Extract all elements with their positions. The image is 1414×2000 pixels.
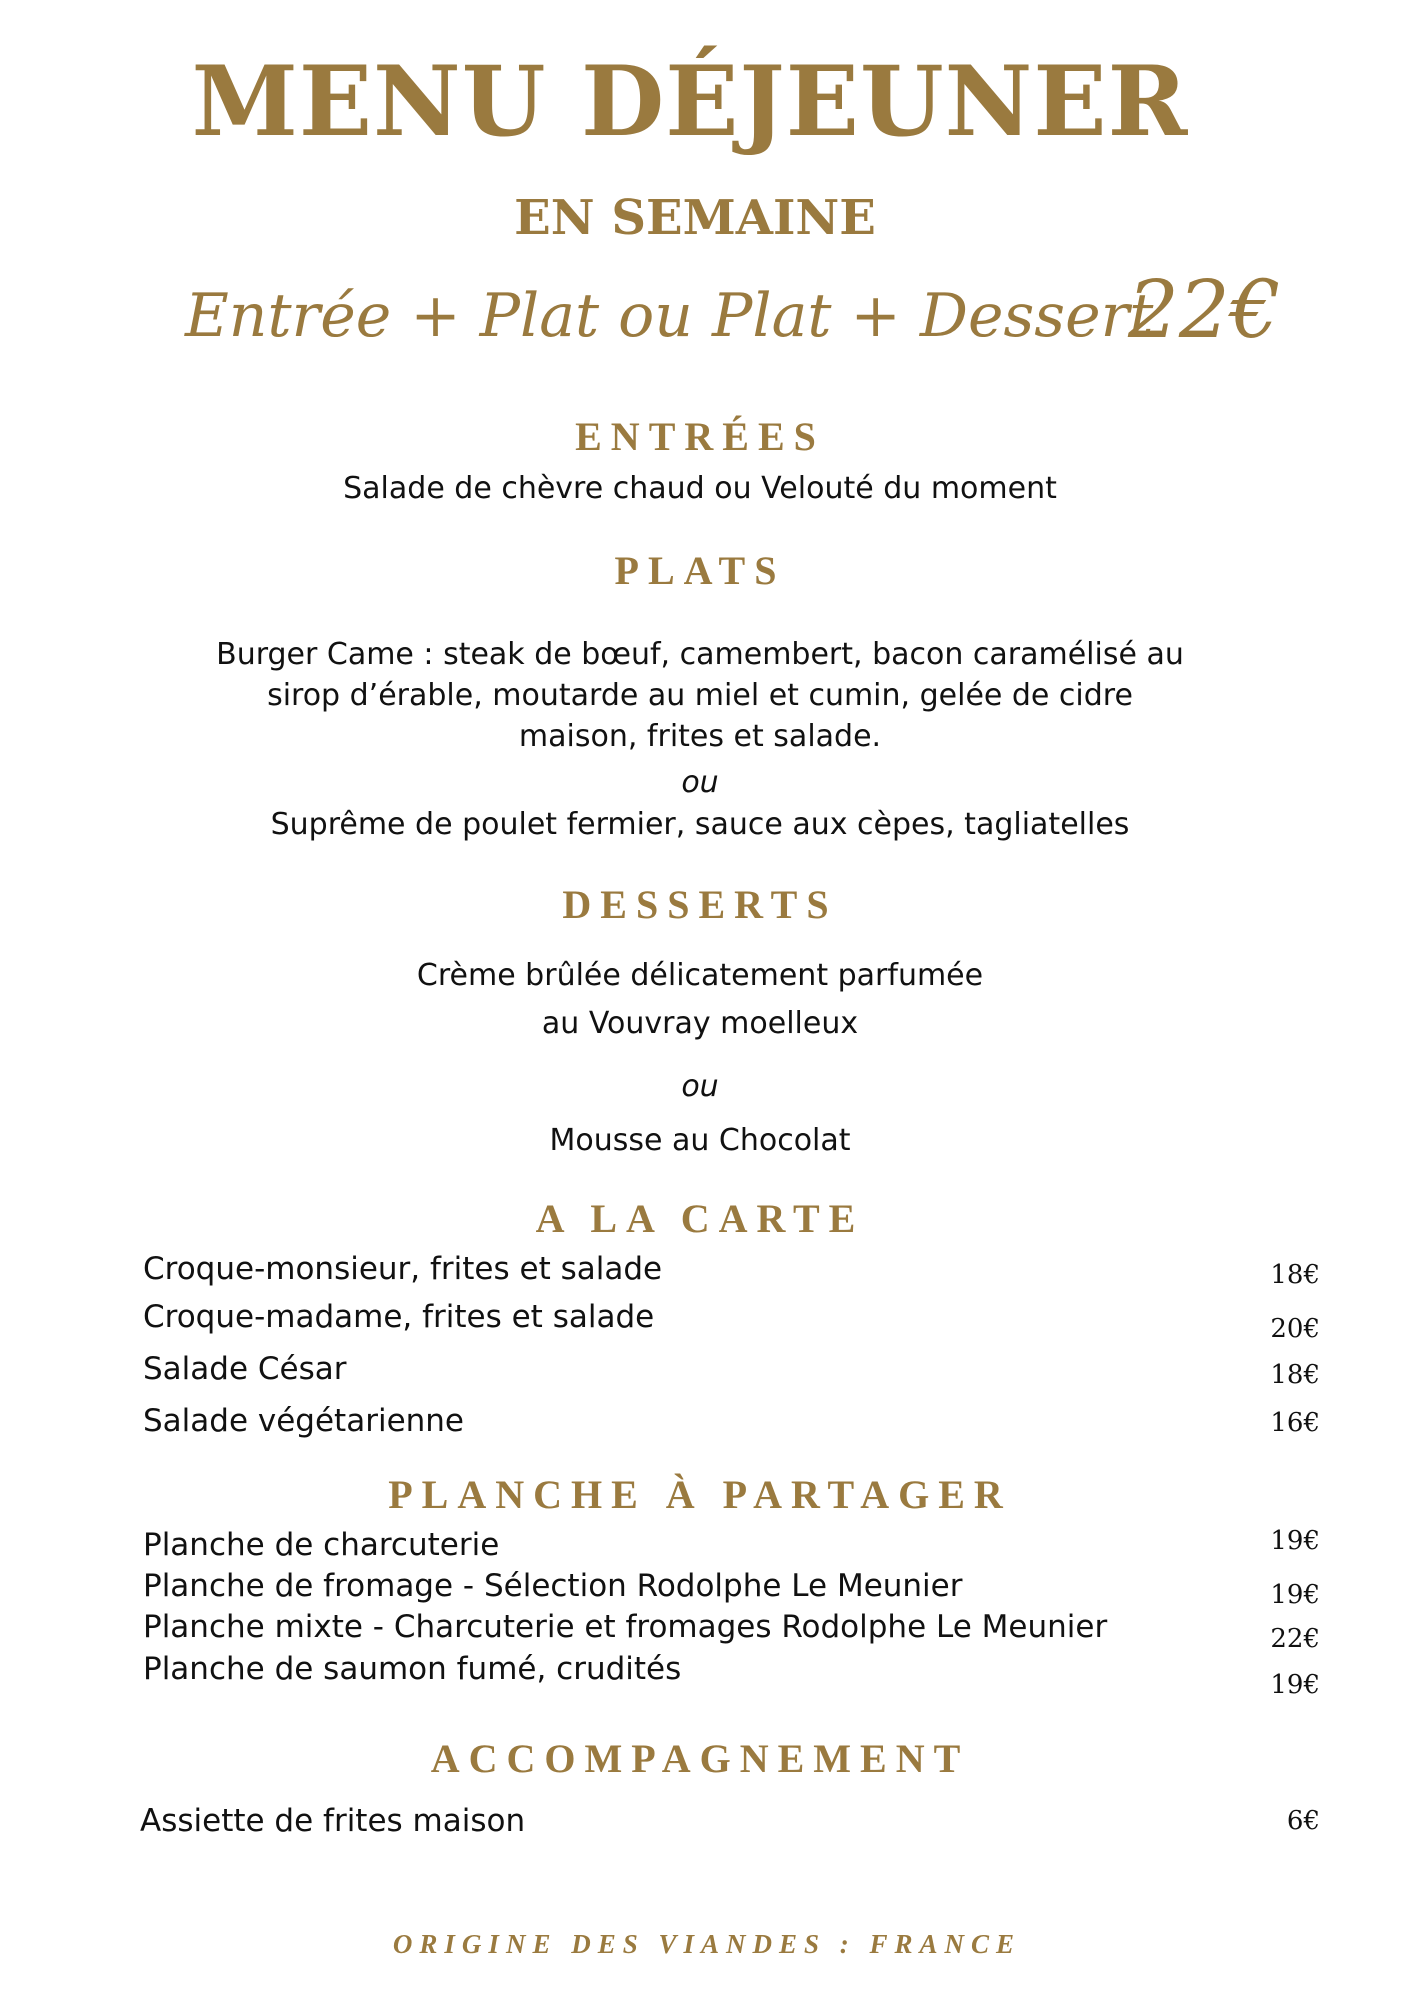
desserts-line: au Vouvray moelleux <box>541 1006 859 1041</box>
formula-text: Entrée + Plat ou Plat + Dessert <box>185 281 1154 351</box>
desserts-line: Crème brûlée délicatement parfumée <box>416 958 984 993</box>
carte-item-price: 16€ <box>1270 1408 1320 1438</box>
carte-item-name: Croque-madame, frites et salade <box>143 1299 655 1335</box>
section-heading-planche: PLANCHE À PARTAGER <box>388 1472 1012 1517</box>
section-heading-plats: PLATS <box>614 548 786 593</box>
planche-item-price: 19€ <box>1270 1670 1320 1700</box>
plats-line: sirop d’érable, moutarde au miel et cumin, gelée de cidre <box>267 678 1133 713</box>
carte-item-name: Croque-monsieur, frites et salade <box>143 1251 663 1287</box>
planche-item-name: Planche de fromage - Sélection Rodolphe Le Meunier <box>143 1568 963 1604</box>
planche-item-name: Planche de charcuterie <box>143 1527 500 1563</box>
section-heading-entrees: ENTRÉES <box>575 414 825 459</box>
entrees-text: Salade de chèvre chaud ou Velouté du moment <box>343 471 1057 506</box>
section-heading-desserts: DESSERTS <box>562 882 838 927</box>
desserts-alt: Mousse au Chocolat <box>549 1123 851 1158</box>
carte-item-price: 18€ <box>1270 1360 1320 1390</box>
carte-item-name: Salade végétarienne <box>143 1403 465 1439</box>
formula-price: 22€ <box>1128 263 1281 356</box>
plats-or: ou <box>681 765 719 800</box>
menu-subtitle: EN SEMAINE <box>514 190 876 246</box>
plats-alt: Suprême de poulet fermier, sauce aux cèpes, tagliatelles <box>270 807 1130 842</box>
footer-note: ORIGINE DES VIANDES : FRANCE <box>392 1929 1022 1959</box>
accompagnement-item-name: Assiette de frites maison <box>140 1803 526 1839</box>
section-heading-carte: A LA CARTE <box>535 1196 865 1241</box>
planche-item-price: 19€ <box>1270 1526 1320 1556</box>
plats-line: maison, frites et salade. <box>518 719 882 754</box>
carte-item-price: 20€ <box>1270 1314 1320 1344</box>
accompagnement-item-price: 6€ <box>1286 1806 1320 1836</box>
planche-item-name: Planche de saumon fumé, crudités <box>143 1651 682 1687</box>
menu-title: MENU DÉJEUNER <box>191 45 1189 158</box>
desserts-or: ou <box>681 1069 719 1104</box>
section-heading-accompagnement: ACCOMPAGNEMENT <box>430 1736 970 1781</box>
carte-item-price: 18€ <box>1270 1260 1320 1290</box>
planche-item-name: Planche mixte - Charcuterie et fromages Rodolphe Le Meunier <box>143 1609 1108 1645</box>
carte-item-name: Salade César <box>143 1351 347 1387</box>
plats-line: Burger Came : steak de bœuf, camembert, bacon caramélisé au <box>216 637 1184 672</box>
planche-item-price: 22€ <box>1270 1624 1320 1654</box>
planche-item-price: 19€ <box>1270 1580 1320 1610</box>
